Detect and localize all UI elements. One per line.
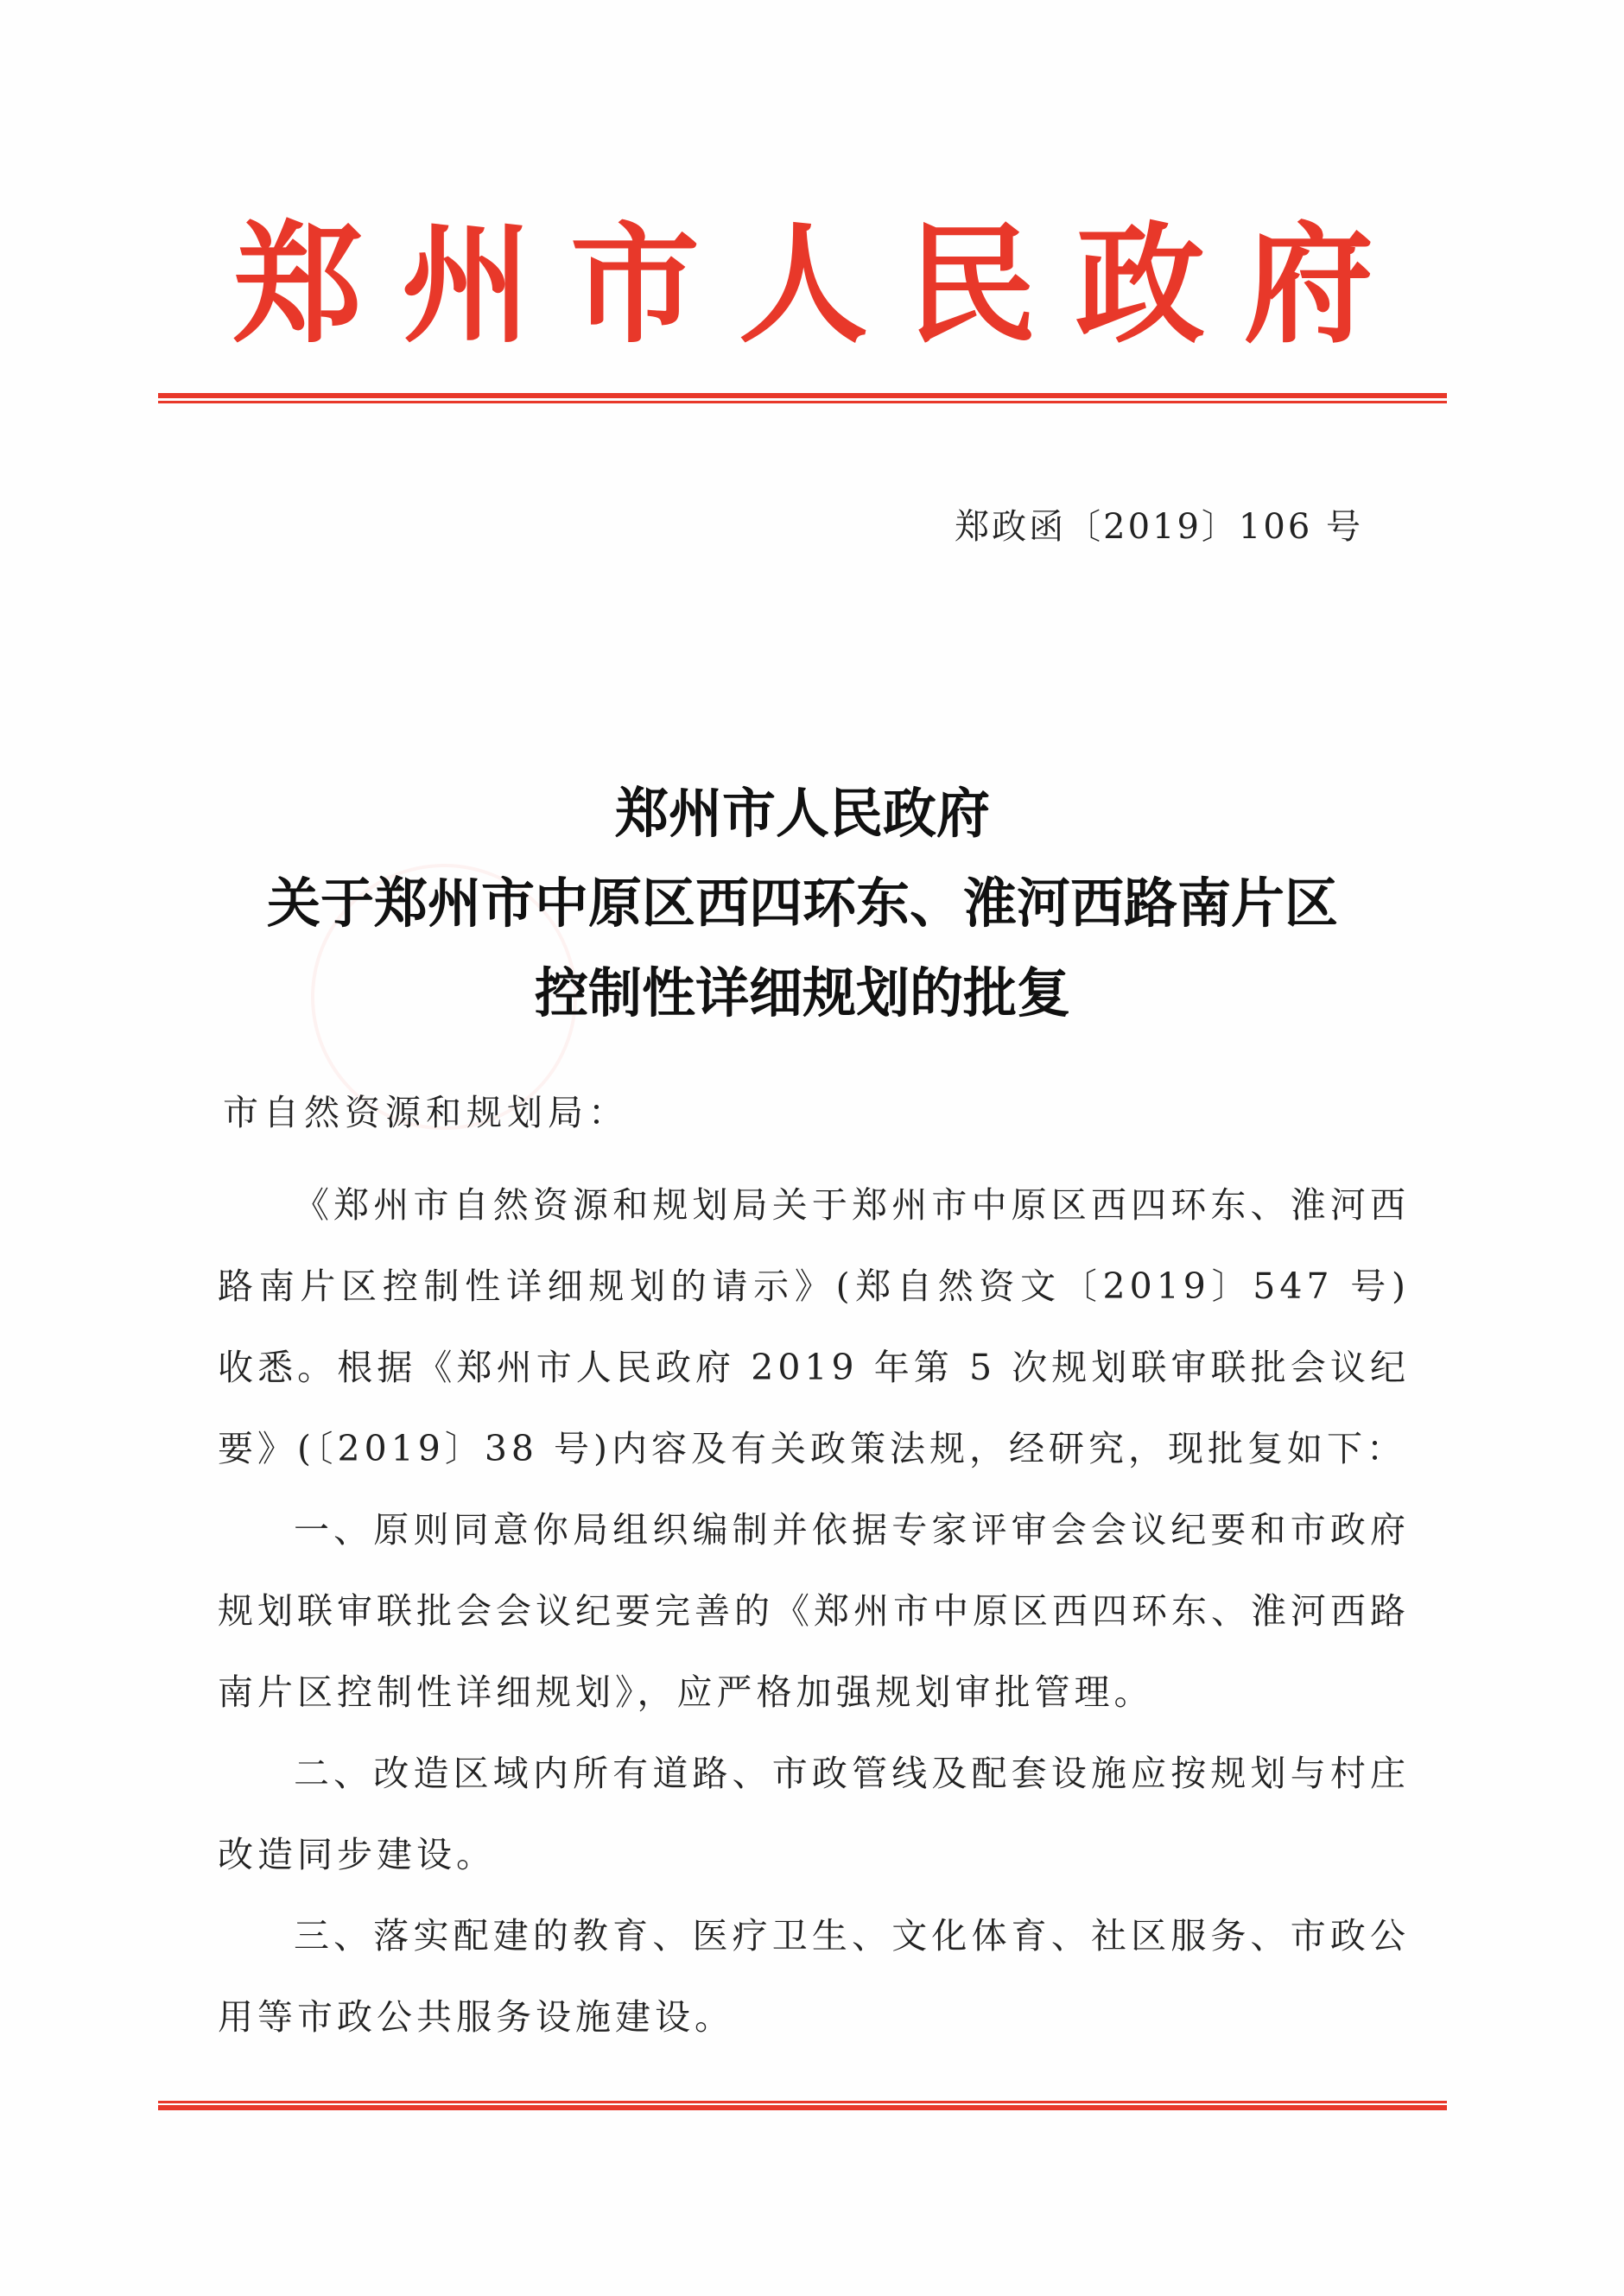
letterhead-char: 政 xyxy=(1075,209,1205,361)
letterhead-char: 府 xyxy=(1243,209,1373,361)
letterhead-char: 郑 xyxy=(233,209,364,361)
title-line: 控制性详细规划的批复 xyxy=(534,961,1070,1024)
letterhead xyxy=(233,203,1373,367)
body-paragraph: 《郑州市自然资源和规划局关于郑州市中原区西四环东、淮河西路南片区控制性详细规划的请示》(郑自然资文〔2019〕547 号)收悉。根据《郑州市人民政府 2019 年第 5 次规划联审联批会议纪要》(〔2019〕38 号)内容及有关政策法规，经研究，现批复如下： xyxy=(218,1184,1410,1469)
letterhead-char: 市 xyxy=(569,209,700,361)
letterhead-char: 州 xyxy=(401,209,531,361)
footer-divider xyxy=(158,2101,1447,2111)
addressee: 市自然资源和规划局： xyxy=(223,1092,629,1133)
body-paragraph: 二、改造区域内所有道路、市政管线及配套设施应按规划与村庄改造同步建设。 xyxy=(218,1753,1410,1875)
title-line: 关于郑州市中原区西四环东、淮河西路南片区 xyxy=(266,872,1338,935)
document-title xyxy=(158,769,1447,1038)
title-line: 郑州市人民政府 xyxy=(614,782,990,845)
letterhead-char: 人 xyxy=(738,209,868,361)
letterhead-divider xyxy=(158,393,1447,403)
document-body xyxy=(218,1164,1410,2058)
body-paragraph: 一、原则同意你局组织编制并依据专家评审会会议纪要和市政府规划联审联批会会议纪要完善的《郑州市中原区西四环东、淮河西路南片区控制性详细规划》，应严格加强规划审批管理。 xyxy=(218,1509,1410,1713)
body-paragraph: 三、落实配建的教育、医疗卫生、文化体育、社区服务、市政公用等市政公共服务设施建设。 xyxy=(218,1915,1410,2038)
letterhead-char: 民 xyxy=(906,209,1037,361)
document-number: 郑政函〔2019〕106 号 xyxy=(955,507,1363,547)
